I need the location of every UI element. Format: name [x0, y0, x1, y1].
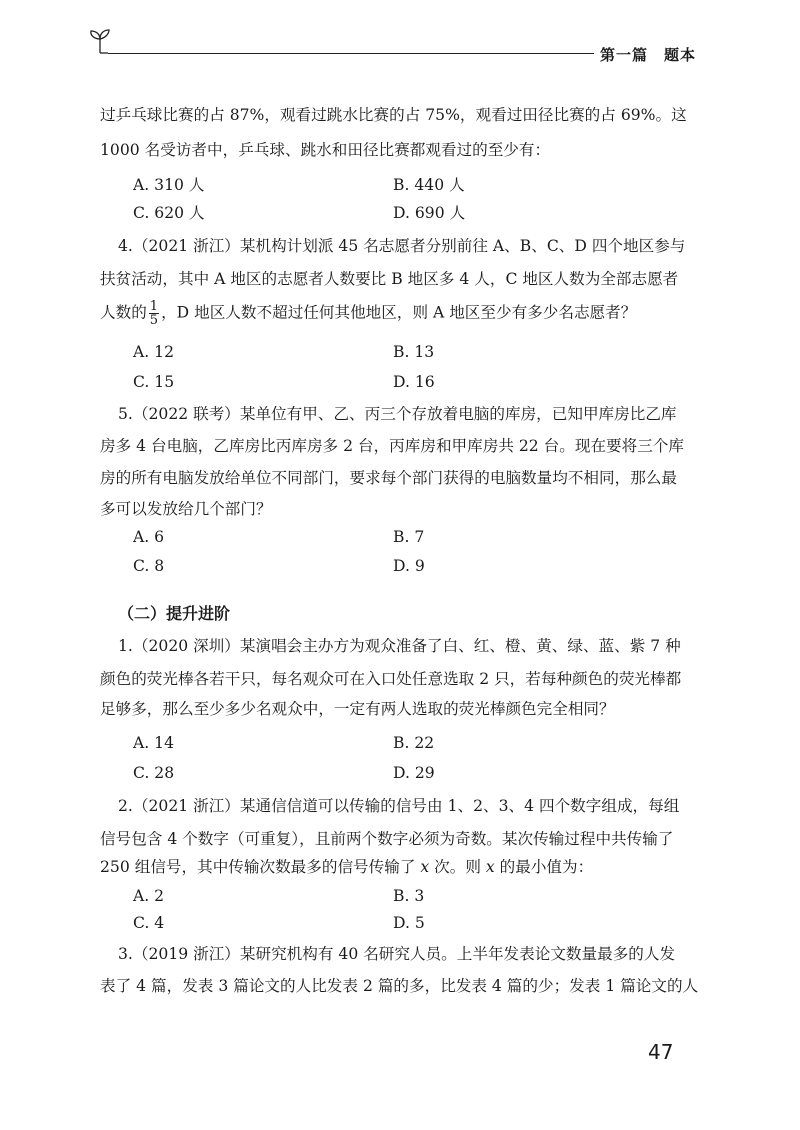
- intro-line-2: 1000 名受访者中，乒乓球、跳水和田径比赛都观看过的至少有：: [100, 141, 551, 159]
- fraction-one-fifth: [149, 300, 159, 327]
- fraction-denominator: 5: [149, 313, 159, 328]
- s2q3-line-1: 3.（2019 浙江）某研究机构有 40 名研究人员。上半年发表论文数量最多的人发: [118, 945, 676, 963]
- s2q2-line-1: 2.（2021 浙江）某通信信道可以传输的信号由 1、2、3、4 四个数字组成，每组: [118, 797, 680, 815]
- q4-line-1: 4.（2021 浙江）某机构计划派 45 名志愿者分别前往 A、B、C、D 四个地区参与: [118, 237, 686, 255]
- q5-line-4: 多可以发放给几个部门？: [100, 500, 272, 518]
- page-number: 47: [648, 1040, 674, 1064]
- s2q3-line-2: 表了 4 篇，发表 3 篇论文的人比发表 2 篇的多，比发表 4 篇的少；发表 1 篇论文的人: [100, 977, 699, 995]
- s2q2-option-b: B. 3: [393, 887, 425, 905]
- s2q1-option-c: C. 28: [133, 764, 175, 782]
- fraction-numerator: 1: [149, 299, 159, 314]
- s2q1-option-d: D. 29: [393, 764, 435, 782]
- q5-option-c: C. 8: [133, 557, 165, 575]
- s2q2-line-2: 信号包含 4 个数字（可重复），且前两个数字必须为奇数。某次传输过程中共传输了: [100, 830, 674, 848]
- q5-line-2: 房多 4 台电脑，乙库房比丙库房多 2 台，丙库房和甲库房共 22 台。现在要将三个库: [100, 437, 685, 455]
- q5-option-d: D. 9: [393, 557, 425, 575]
- intro-option-a: A. 310 人: [133, 176, 205, 194]
- s2q2-line-3-post: 的最小值为：: [494, 858, 594, 876]
- q4-option-d: D. 16: [393, 373, 435, 391]
- section-title: （二）提升进阶: [118, 604, 231, 623]
- q5-line-3: 房的所有电脑发放给单位不同部门，要求每个部门获得的电脑数量均不相同，那么最: [100, 469, 677, 487]
- q4-line-3: [100, 300, 636, 327]
- s2q1-option-b: B. 22: [393, 734, 435, 752]
- variable-x: x: [420, 858, 430, 876]
- s2q2-option-c: C. 4: [133, 914, 165, 932]
- s2q2-line-3: [100, 857, 593, 877]
- q5-option-b: B. 7: [393, 528, 425, 546]
- s2q2-line-3-mid: 次。则: [429, 858, 486, 876]
- s2q1-line-1: 1.（2020 深圳）某演唱会主办方为观众准备了白、红、橙、黄、绿、蓝、紫 7 种: [118, 637, 681, 655]
- header-rule: [108, 53, 594, 54]
- s2q1-option-a: A. 14: [133, 734, 175, 752]
- variable-x-2: x: [485, 858, 495, 876]
- q5-option-a: A. 6: [133, 528, 165, 546]
- page-header: [0, 0, 800, 80]
- intro-option-c: C. 620 人: [133, 204, 205, 222]
- q5-line-1: 5.（2022 联考）某单位有甲、乙、丙三个存放着电脑的库房，已知甲库房比乙库: [118, 405, 677, 423]
- intro-option-d: D. 690 人: [393, 204, 466, 222]
- s2q2-option-d: D. 5: [393, 914, 425, 932]
- q4-option-b: B. 13: [393, 343, 435, 361]
- chapter-title: 第一篇 题本: [600, 46, 697, 64]
- q4-line-2: 扶贫活动，其中 A 地区的志愿者人数要比 B 地区多 4 人，C 地区人数为全部志愿者: [100, 270, 679, 288]
- q4-line-3-pre: 人数的: [100, 303, 147, 322]
- s2q2-option-a: A. 2: [133, 887, 165, 905]
- q4-option-c: C. 15: [133, 373, 175, 391]
- q4-line-3-post: ，D 地区人数不超过任何其他地区，则 A 地区至少有多少名志愿者？: [161, 303, 637, 322]
- q4-option-a: A. 12: [133, 343, 175, 361]
- intro-option-b: B. 440 人: [393, 176, 465, 194]
- s2q1-line-2: 颜色的荧光棒各若干只，每名观众可在入口处任意选取 2 只，若每种颜色的荧光棒都: [100, 670, 682, 688]
- sprout-icon: [88, 28, 112, 54]
- s2q2-line-3-pre: 250 组信号，其中传输次数最多的信号传输了: [100, 858, 421, 876]
- intro-line-1: 过乒乓球比赛的占 87%，观看过跳水比赛的占 75%，观看过田径比赛的占 69%。这: [100, 106, 687, 124]
- s2q1-line-3: 足够多，那么至少多少名观众中，一定有两人选取的荧光棒颜色完全相同？: [100, 700, 615, 718]
